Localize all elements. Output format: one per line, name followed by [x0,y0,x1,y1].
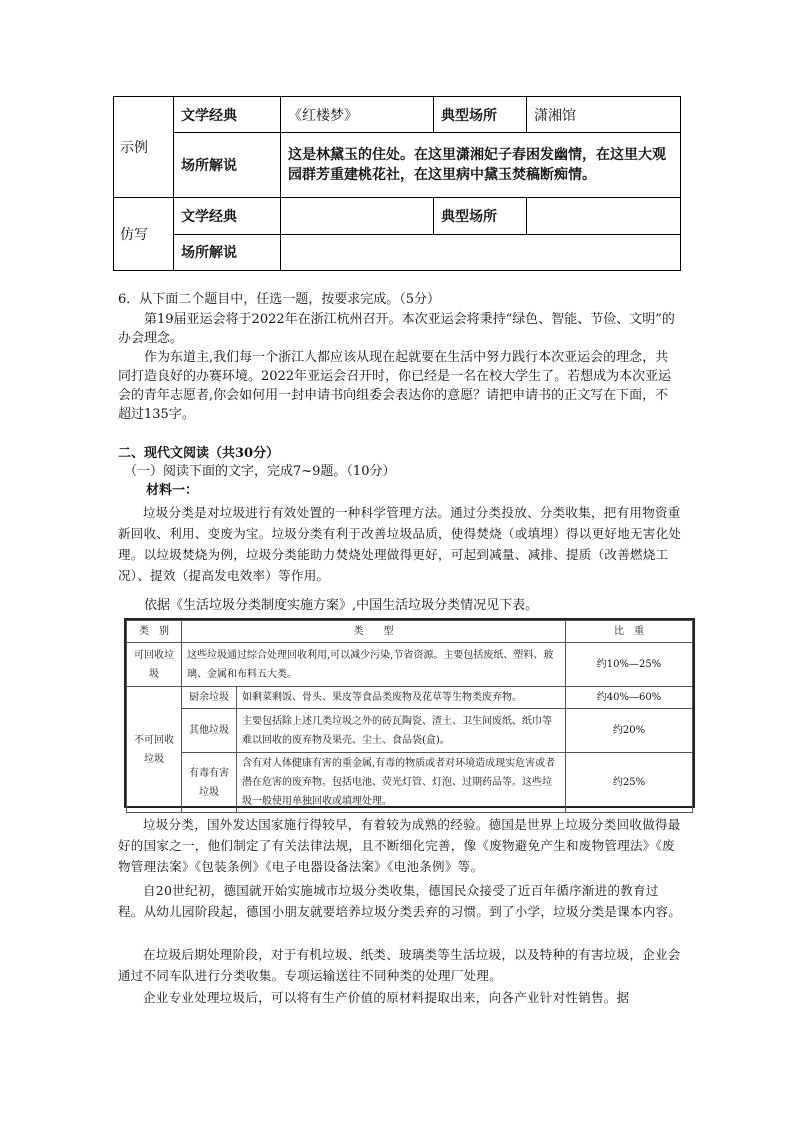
after-paragraph-4: 企业专业处理垃圾后，可以将有生产价值的原材料提取出来，向各产业针对性销售。据 [143,990,630,1005]
header-type: 类 型 [182,621,566,643]
recyclable-ratio: 约10%—25% [566,643,693,687]
imitate-book-cell[interactable] [281,198,434,234]
imitate-literature-label: 文学经典 [174,198,281,234]
hazardous-desc: 含有对人体健康有害的重金属,有毒的物质或者对环境造成现实危害或者潜在危害的废弃物。包括电池、荧光灯管、灯泡、过期药品等。这些垃圾一般使用单独回收或填埋处理。 [237,753,566,813]
material-label: 材料一： [146,483,199,498]
garbage-table [124,618,695,808]
example-label: 示例 [114,97,174,198]
recyclable-label: 可回收垃圾 [127,643,182,687]
section2-subtitle: （一）阅读下面的文字，完成7~9题。（10分） [124,464,396,479]
imitate-explain-label: 场所解说 [174,234,281,270]
kitchen-ratio: 约40%—60% [566,687,693,709]
other-desc: 主要包括除上述几类垃圾之外的砖瓦陶瓷、渣土、卫生间废纸、纸巾等难以回收的废弃物及果壳、尘土、食品袋(盒)。 [237,709,566,753]
after-paragraph-2: 自20世纪初，德国就开始实施城市垃圾分类收集，德国民众接受了近百年循序渐进的教育过程。从幼儿园阶段起，德国小朋友就要培养垃圾分类丢弃的习惯。到了小学，垃圾分类是课本内容。 [118,883,682,919]
place-label: 典型场所 [434,97,527,133]
example-table [113,96,681,271]
example-place: 潇湘馆 [527,97,681,133]
nonrecyclable-label: 不可回收垃圾 [127,687,182,813]
hazardous-label: 有毒有害垃圾 [182,753,237,813]
kitchen-desc: 如剩菜剩饭、骨头、果皮等食品类废物及花草等生物类废弃物。 [237,687,566,709]
imitate-explain-cell[interactable] [281,234,681,270]
q6-paragraph-2: 作为东道主,我们每一个浙江人都应该从现在起就要在生活中努力践行本次亚运会的理念，共同打造良好的办赛环境。2022年亚运会召开时，你已经是一名在校大学生了。若想成为本次亚运会的青年志愿者,你会如何用一封申请书向组委会表达你的意愿？请把申请书的正文写在下面，不超过135字。 [118,350,672,422]
hazardous-ratio: 约25% [566,753,693,813]
recyclable-desc: 这些垃圾通过综合处理回收利用,可以减少污染,节省资源。主要包括废纸、塑料、玻璃、金属和布料五大类。 [182,643,566,687]
explain-label: 场所解说 [174,133,281,198]
literature-label: 文学经典 [174,97,281,133]
example-book: 《红楼梦》 [281,97,434,133]
other-label: 其他垃圾 [182,709,237,753]
material-paragraph-1: 垃圾分类是对垃圾进行有效处置的一种科学管理方法。通过分类投放、分类收集，把有用物资重新回收、利用、变废为宝。垃圾分类有利于改善垃圾品质，使得焚烧（或填埋）得以更好地无害化处理。以垃圾焚烧为例，垃圾分类能助力焚烧处理做得更好，可起到减量、减排、提质（改善燃烧工况）、提效（提高发电效率）等作用。 [118,505,682,583]
imitate-label: 仿写 [114,198,174,271]
q6-title: 6．从下面二个题目中，任选一题，按要求完成。（5分） [118,292,441,307]
after-paragraph-3: 在垃圾后期处理阶段，对于有机垃圾、纸类、玻璃类等生活垃圾，以及特种的有害垃圾，企业会通过不同车队进行分类收集。专项运输送往不同种类的处理厂处理。 [118,947,681,983]
material-paragraph-2: 依据《生活垃圾分类制度实施方案》,中国生活垃圾分类情况见下表。 [144,598,539,613]
section2-title: 二、现代文阅读（共30分） [118,446,280,461]
other-ratio: 约20% [566,709,693,753]
q6-paragraph-1: 第19届亚运会将于2022年在浙江杭州召开。本次亚运会将秉持“绿色、智能、节俭、文明”的办会理念。 [118,312,675,346]
header-ratio: 比 重 [566,621,693,643]
imitate-place-cell[interactable] [527,198,681,234]
imitate-place-label: 典型场所 [434,198,527,234]
after-paragraph-1: 垃圾分类，国外发达国家施行得较早，有着较为成熟的经验。德国是世界上垃圾分类回收做得最好的国家之一，他们制定了有关法律法规，且不断细化完善，像《废物避免产生和废物管理法》《废物管理法案》《包装条例》《电子电器设备法案》《电池条例》等。 [118,817,681,874]
header-category: 类 别 [127,621,182,643]
kitchen-label: 厨余垃圾 [182,687,237,709]
example-explain: 这是林黛玉的住处。在这里潇湘妃子春困发幽情，在这里大观园群芳重建桃花社，在这里病中黛玉焚稿断痴情。 [281,133,681,198]
